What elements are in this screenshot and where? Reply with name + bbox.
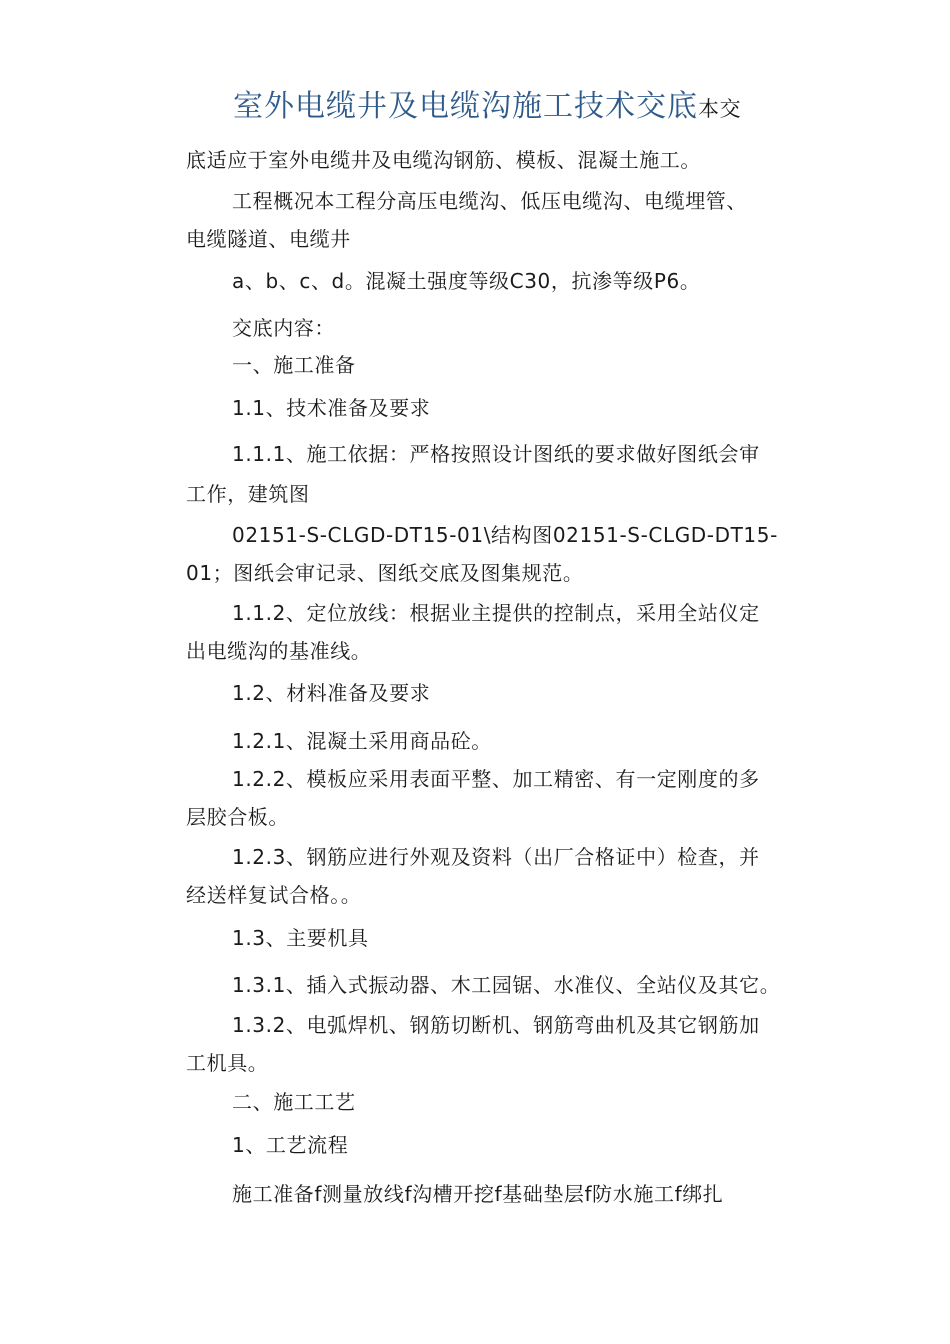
paragraph-line: 经送样复试合格。。 xyxy=(186,883,362,907)
title-line xyxy=(233,89,742,124)
paragraph-line: 交底内容： xyxy=(232,316,335,340)
document-title: 室外电缆井及电缆沟施工技术交底 xyxy=(233,89,698,124)
paragraph-line: 01；图纸会审记录、图纸交底及图集规范。 xyxy=(186,561,584,585)
paragraph-line: 出电缆沟的基准线。 xyxy=(186,639,372,663)
section-heading: 1.2、材料准备及要求 xyxy=(232,681,431,705)
paragraph-line: 层胶合板。 xyxy=(186,805,289,829)
section-heading: 二、施工工艺 xyxy=(232,1090,356,1114)
paragraph-line: 工作，建筑图 xyxy=(186,482,310,506)
section-heading: 1、工艺流程 xyxy=(232,1133,349,1157)
paragraph-line: 1.2.1、混凝土采用商品砼。 xyxy=(232,729,492,753)
paragraph-line: 电缆隧道、电缆井 xyxy=(186,227,351,251)
paragraph-line: 1.1.2、定位放线：根据业主提供的控制点，采用全站仪定 xyxy=(232,601,760,625)
paragraph-line: 1.2.3、钢筋应进行外观及资料（出厂合格证中）检查，并 xyxy=(232,845,760,869)
paragraph-line: 1.2.2、模板应采用表面平整、加工精密、有一定刚度的多 xyxy=(232,767,760,791)
paragraph-line: 1.3.1、插入式振动器、木工园锯、水准仪、全站仪及其它。 xyxy=(232,973,781,997)
paragraph-line: 工机具。 xyxy=(186,1051,269,1075)
section-heading: 1.1、技术准备及要求 xyxy=(232,396,431,420)
paragraph-line: 底适应于室外电缆井及电缆沟钢筋、模板、混凝土施工。 xyxy=(186,148,701,172)
section-heading: 1.3、主要机具 xyxy=(232,926,369,950)
paragraph-line: 工程概况本工程分高压电缆沟、低压电缆沟、电缆埋管、 xyxy=(232,189,747,213)
paragraph-line: a、b、c、d。混凝土强度等级C30，抗渗等级P6。 xyxy=(232,269,701,293)
paragraph-line: 1.3.2、电弧焊机、钢筋切断机、钢筋弯曲机及其它钢筋加 xyxy=(232,1013,760,1037)
paragraph-line: 1.1.1、施工依据：严格按照设计图纸的要求做好图纸会审 xyxy=(232,442,760,466)
paragraph-line: 施工准备f测量放线f沟槽开挖f基础垫层f防水施工f绑扎 xyxy=(232,1182,724,1206)
title-tail-text: 本交 xyxy=(698,97,742,121)
section-heading: 一、施工准备 xyxy=(232,353,356,377)
paragraph-line: 02151-S-CLGD-DT15-01\结构图02151-S-CLGD-DT15- xyxy=(232,523,778,547)
